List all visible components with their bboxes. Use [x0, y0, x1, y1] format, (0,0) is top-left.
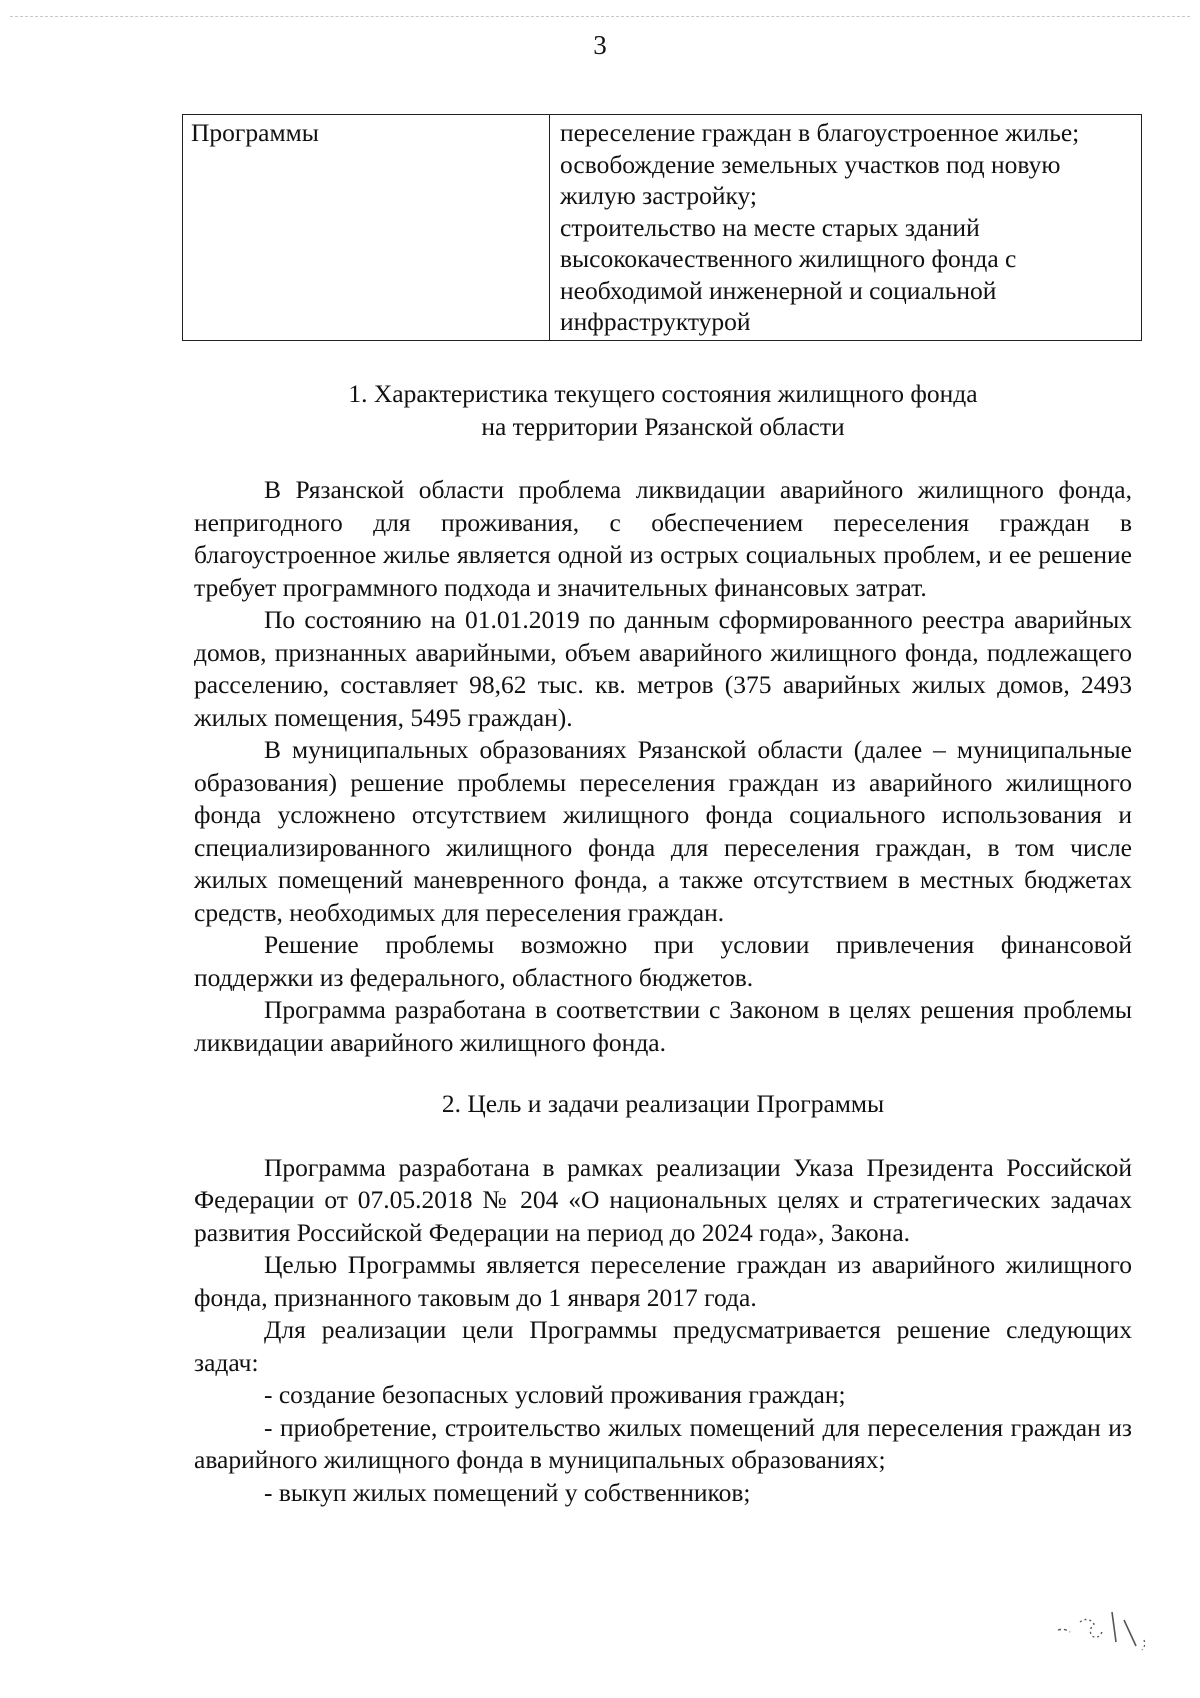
table-value-cell — [550, 115, 1142, 341]
table-label-cell — [183, 115, 550, 341]
document-body — [194, 378, 1132, 1509]
section-1-paragraph: Решение проблемы возможно при условии привлечения финансовой поддержки из федерального, областного бюджетов. — [194, 930, 1132, 992]
table-value-line: переселение граждан в благоустроенное жилье; — [560, 118, 1080, 147]
section-1-paragraph: По состоянию на 01.01.2019 по данным сформированного реестра аварийных домов, признанных аварийными, объем аварийного жилищного фонда, подлежащего расселению, составляет 98,62 тыс. кв. метров (375 аварийных жилых домов, 2493 жилых помещения, 5495 граждан). — [194, 605, 1132, 732]
task-list-item: - создание безопасных условий проживания граждан; — [264, 1380, 846, 1409]
table-value-line: необходимой инженерной и социальной — [560, 275, 997, 305]
table-row — [183, 115, 1142, 341]
section-1-heading-line-1: 1. Характеристика текущего состояния жилищного фонда — [348, 379, 978, 408]
handwritten-mark — [1050, 1600, 1160, 1660]
section-1-paragraph: В муниципальных образованиях Рязанской области (далее – муниципальные образования) решение проблемы переселения граждан из аварийного жилищного фонда усложнено отсутствием жилищного фонда социального использования и специализированного жилищного фонда для переселения граждан, в том числе жилых помещений маневренного фонда, а также отсутствием в местных бюджетах средств, необходимых для переселения граждан. — [194, 735, 1132, 927]
table-label: Программы — [191, 118, 319, 147]
section-2-paragraph: Программа разработана в рамках реализации Указа Президента Российской Федерации от 07.05.2018 № 204 «О национальных целях и стратегических задачах развития Российской Федерации на период до 2024 года», Закона. — [194, 1152, 1132, 1247]
passport-table — [182, 114, 1142, 341]
table-value-line: высококачественного жилищного фонда с — [560, 244, 1017, 273]
task-list-item: - приобретение, строительство жилых помещений для переселения граждан из аварийного жилищного фонда в муниципальных образованиях; — [194, 1412, 1132, 1474]
table-value-line: инфраструктурой — [560, 307, 751, 336]
table-value-line: освобождение земельных участков под новую — [560, 149, 1061, 179]
section-2-paragraph: Целью Программы является переселение граждан из аварийного жилищного фонда, признанного таковым до 1 января 2017 года. — [194, 1250, 1132, 1312]
page-number: 3 — [593, 30, 607, 60]
section-1-paragraph: В Рязанской области проблема ликвидации аварийного жилищного фонда, непригодного для проживания, с обеспечением переселения граждан в благоустроенное жилье является одной из острых социальных проблем, и ее решение требует программного подхода и значительных финансовых затрат. — [194, 475, 1132, 602]
table-value-line: строительство на месте старых зданий — [560, 212, 980, 242]
task-list-item: - выкуп жилых помещений у собственников; — [264, 1477, 751, 1507]
section-1-heading — [194, 378, 1132, 443]
section-1-paragraph: Программа разработана в соответствии с Законом в целях решения проблемы ликвидации аварийного жилищного фонда. — [194, 995, 1132, 1057]
table-value-line: жилую застройку; — [560, 181, 758, 210]
section-2-paragraph: Для реализации цели Программы предусматривается решение следующих задач: — [194, 1315, 1132, 1377]
section-1-heading-line-2: на территории Рязанской области — [481, 411, 845, 441]
section-2-heading: 2. Цель и задачи реализации Программы — [441, 1089, 885, 1118]
scan-edge-line — [10, 16, 1190, 18]
